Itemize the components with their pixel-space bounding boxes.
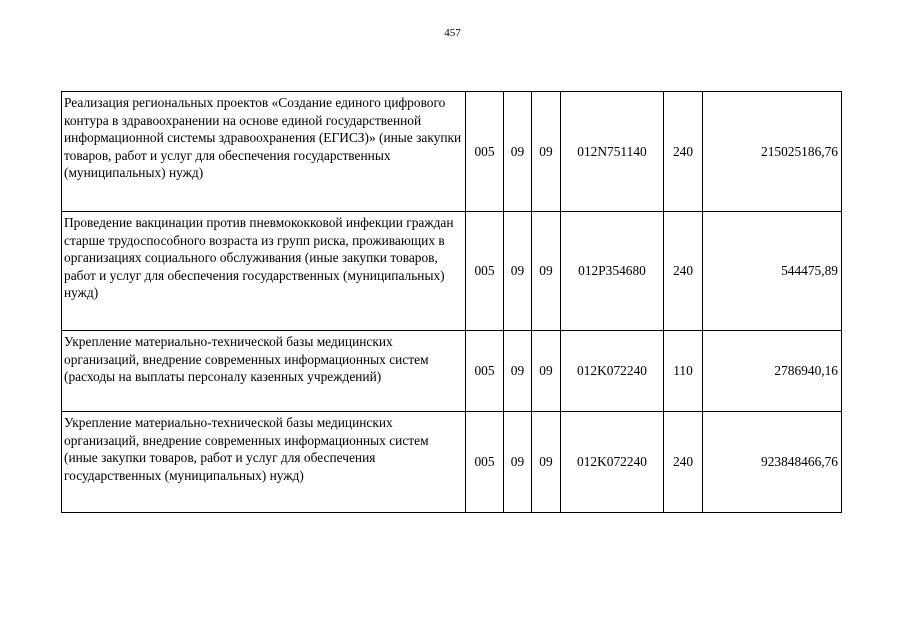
row-subsection-code: 09 [532, 92, 561, 212]
table-row [62, 92, 842, 212]
row-ministry-code: 005 [466, 412, 504, 513]
row-expense-type: 240 [664, 212, 703, 331]
row-target-article: 012P354680 [561, 212, 664, 331]
row-ministry-code: 005 [466, 331, 504, 412]
row-description: Укрепление материально-технической базы медицинских организаций, внедрение современных информационных систем (расходы на выплаты персоналу казенных учреждений) [62, 331, 466, 412]
row-amount: 215025186,76 [703, 92, 842, 212]
row-description: Проведение вакцинации против пневмококковой инфекции граждан старше трудоспособного возраста из групп риска, проживающих в организациях социального обслуживания (иные закупки товаров, работ и услуг для обеспечения государственных (муниципальных) нужд) [62, 212, 466, 331]
row-expense-type: 240 [664, 412, 703, 513]
row-expense-type: 110 [664, 331, 703, 412]
row-ministry-code: 005 [466, 212, 504, 331]
row-target-article: 012K072240 [561, 412, 664, 513]
table-row [62, 412, 842, 513]
row-description: Реализация региональных проектов «Создание единого цифрового контура в здравоохранении на основе единой государственной информационной системы здравоохранения (ЕГИСЗ)» (иные закупки товаров, работ и услуг для обеспечения государственных (муниципальных) нужд) [62, 92, 466, 212]
page-number: 457 [444, 27, 461, 39]
row-amount: 923848466,76 [703, 412, 842, 513]
budget-table [61, 91, 842, 513]
row-section-code: 09 [504, 92, 532, 212]
row-amount: 544475,89 [703, 212, 842, 331]
row-amount: 2786940,16 [703, 331, 842, 412]
row-section-code: 09 [504, 412, 532, 513]
row-section-code: 09 [504, 212, 532, 331]
row-expense-type: 240 [664, 92, 703, 212]
row-section-code: 09 [504, 331, 532, 412]
row-target-article: 012K072240 [561, 331, 664, 412]
row-target-article: 012N751140 [561, 92, 664, 212]
table-row [62, 331, 842, 412]
row-subsection-code: 09 [532, 212, 561, 331]
row-subsection-code: 09 [532, 412, 561, 513]
row-ministry-code: 005 [466, 92, 504, 212]
table-row [62, 212, 842, 331]
row-description: Укрепление материально-технической базы медицинских организаций, внедрение современных информационных систем (иные закупки товаров, работ и услуг для обеспечения государственных (муниципальных) нужд) [62, 412, 466, 513]
row-subsection-code: 09 [532, 331, 561, 412]
